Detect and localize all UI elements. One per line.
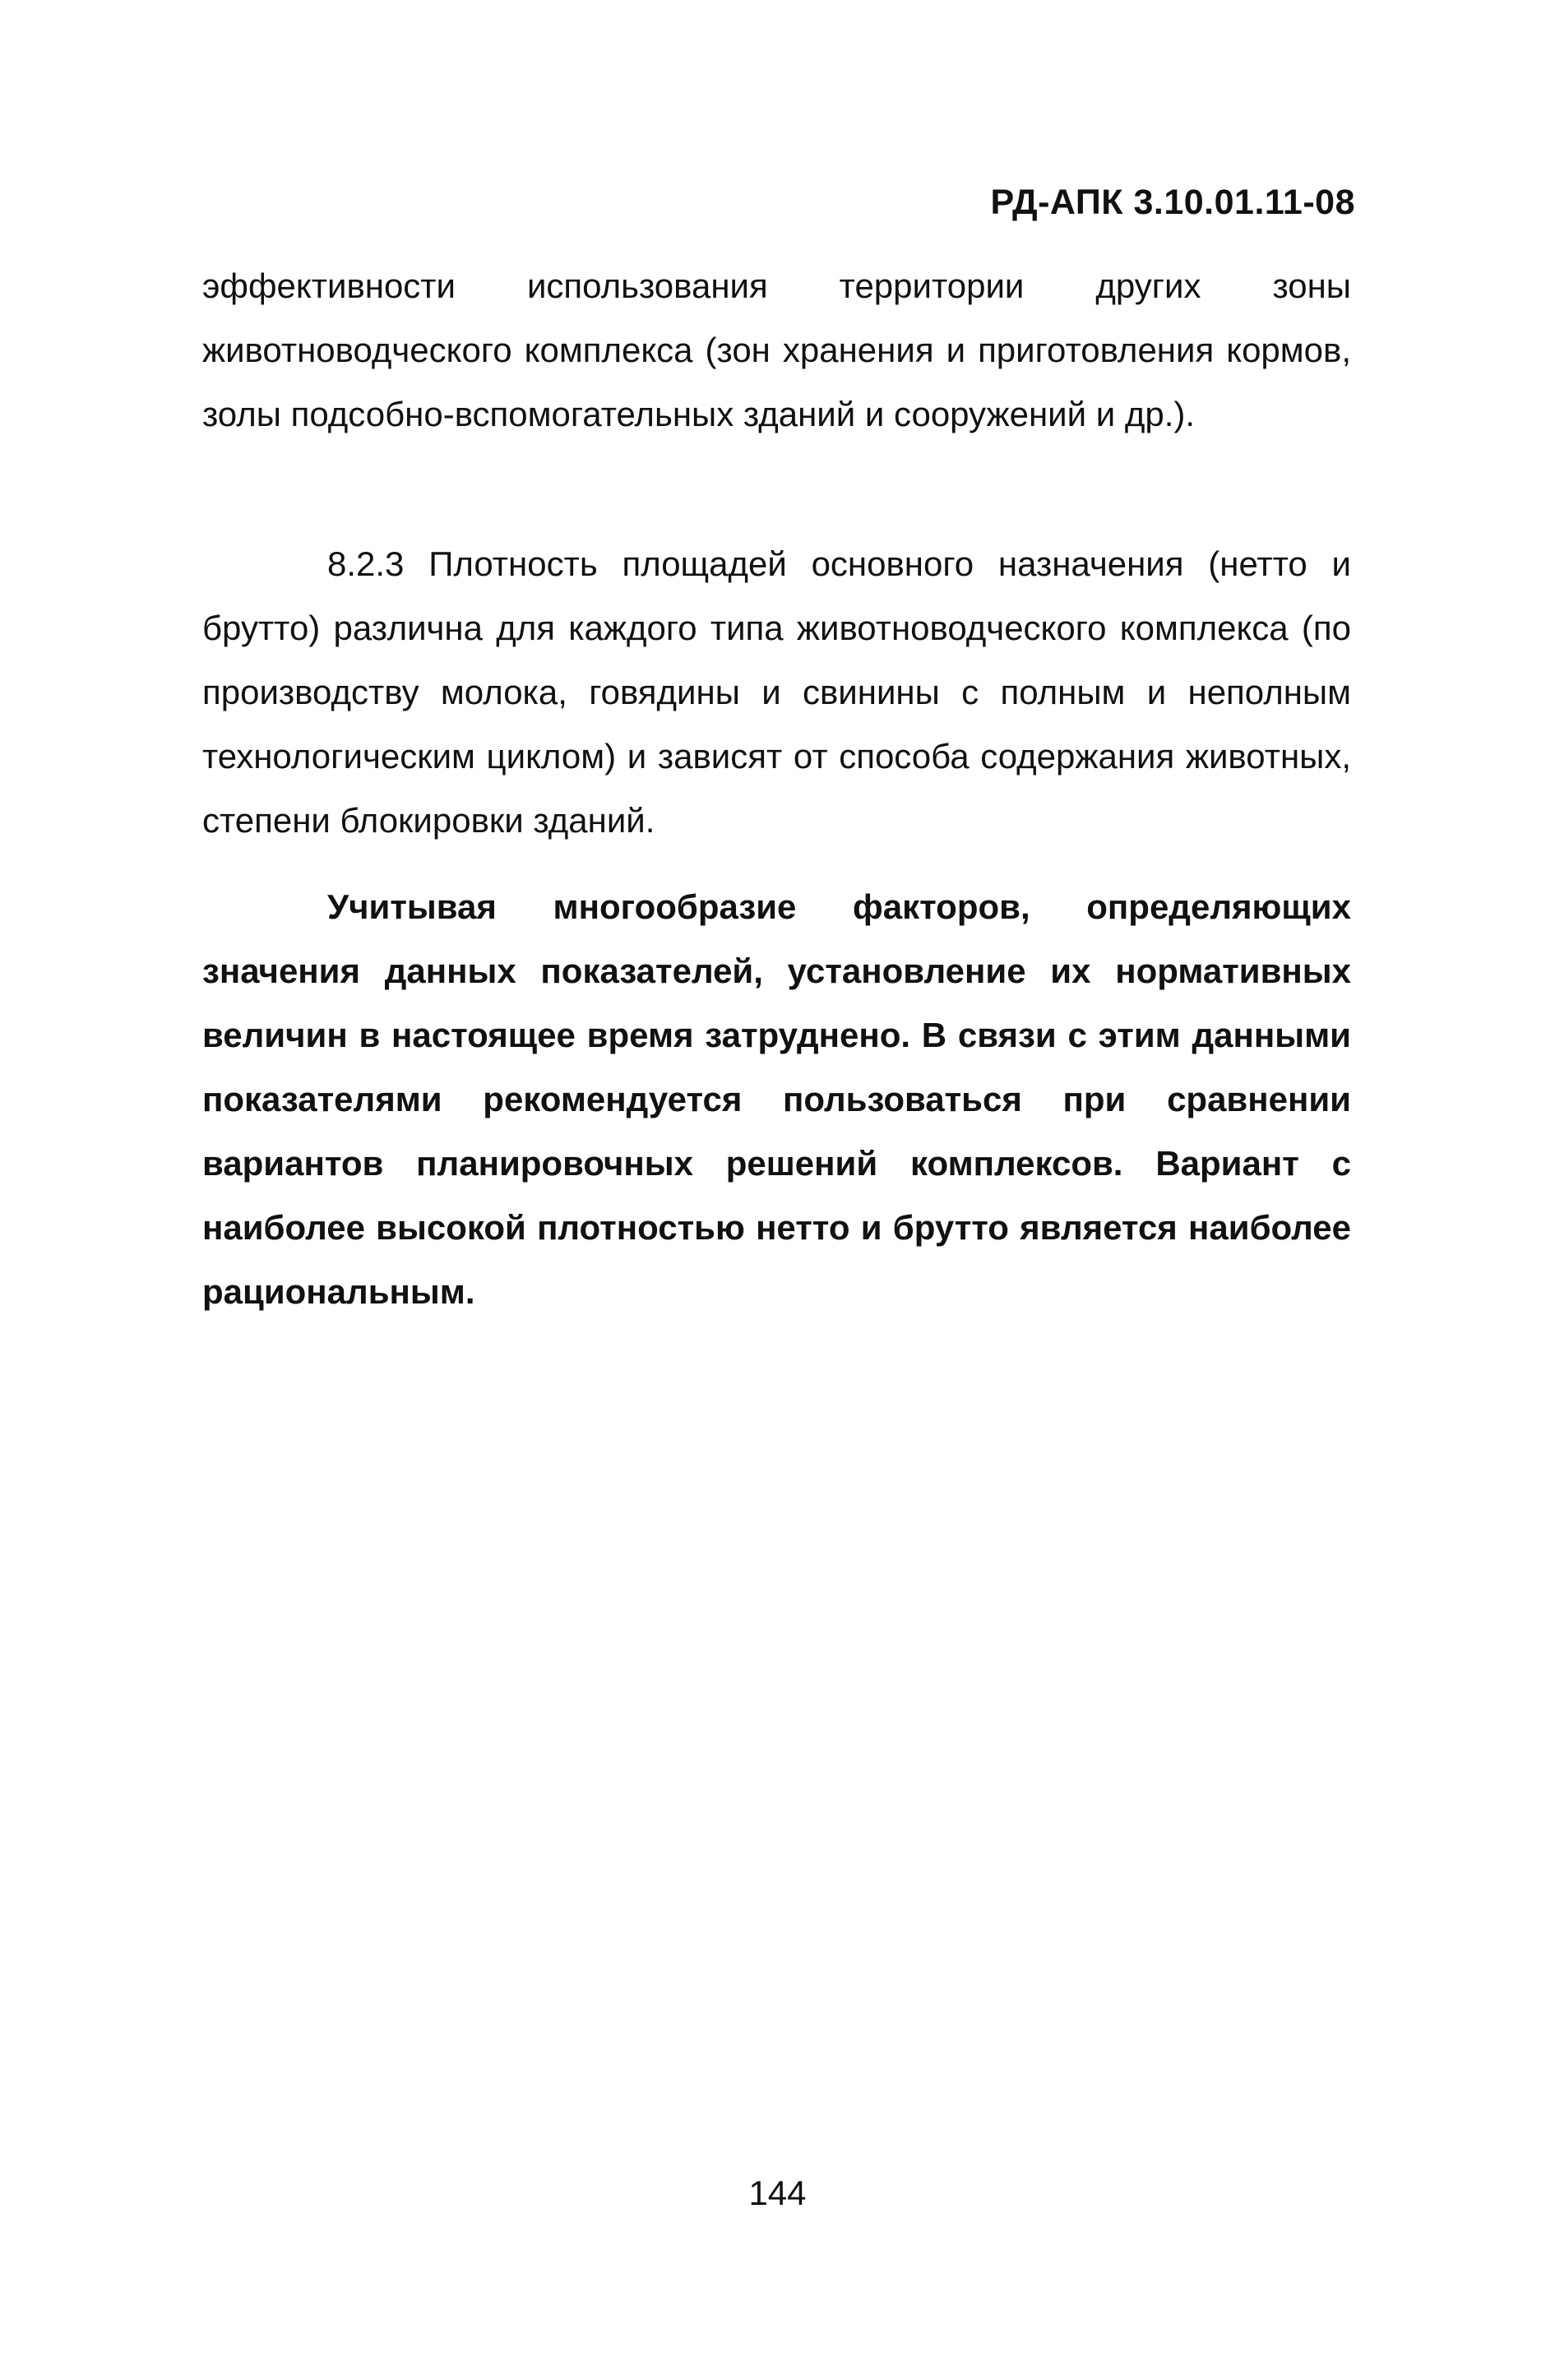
paragraph-recommendation: Учитывая многообразие факторов, определяющих значения данных показателей, установление их нормативных величин в настоящее время затруднено. В связи с этим данными показателями рекомендуется пользоваться при сравнении вариантов планировочных решений комплексов. Вариант с наиболее высокой плотностью нетто и брутто является наиболее рациональным. <box>202 887 1351 1311</box>
paragraph-8-2-3: 8.2.3 Плотность площадей основного назначения (нетто и брутто) различна для каждого типа животноводческого комплекса (по производству молока, говядины и свинины с полным и неполным технологическим циклом) и зависят от способа содержания животных, степени блокировки зданий. <box>202 544 1351 840</box>
page-number: 144 <box>748 2174 807 2212</box>
document-code-header: РД-АПК 3.10.01.11-08 <box>990 183 1355 222</box>
paragraph-continuation: эффективности использования территории других зоны животноводческого комплекса (зон хранения и приготовления кормов, золы подсобно-вспомогательных зданий и сооружений и др.). <box>202 266 1351 433</box>
